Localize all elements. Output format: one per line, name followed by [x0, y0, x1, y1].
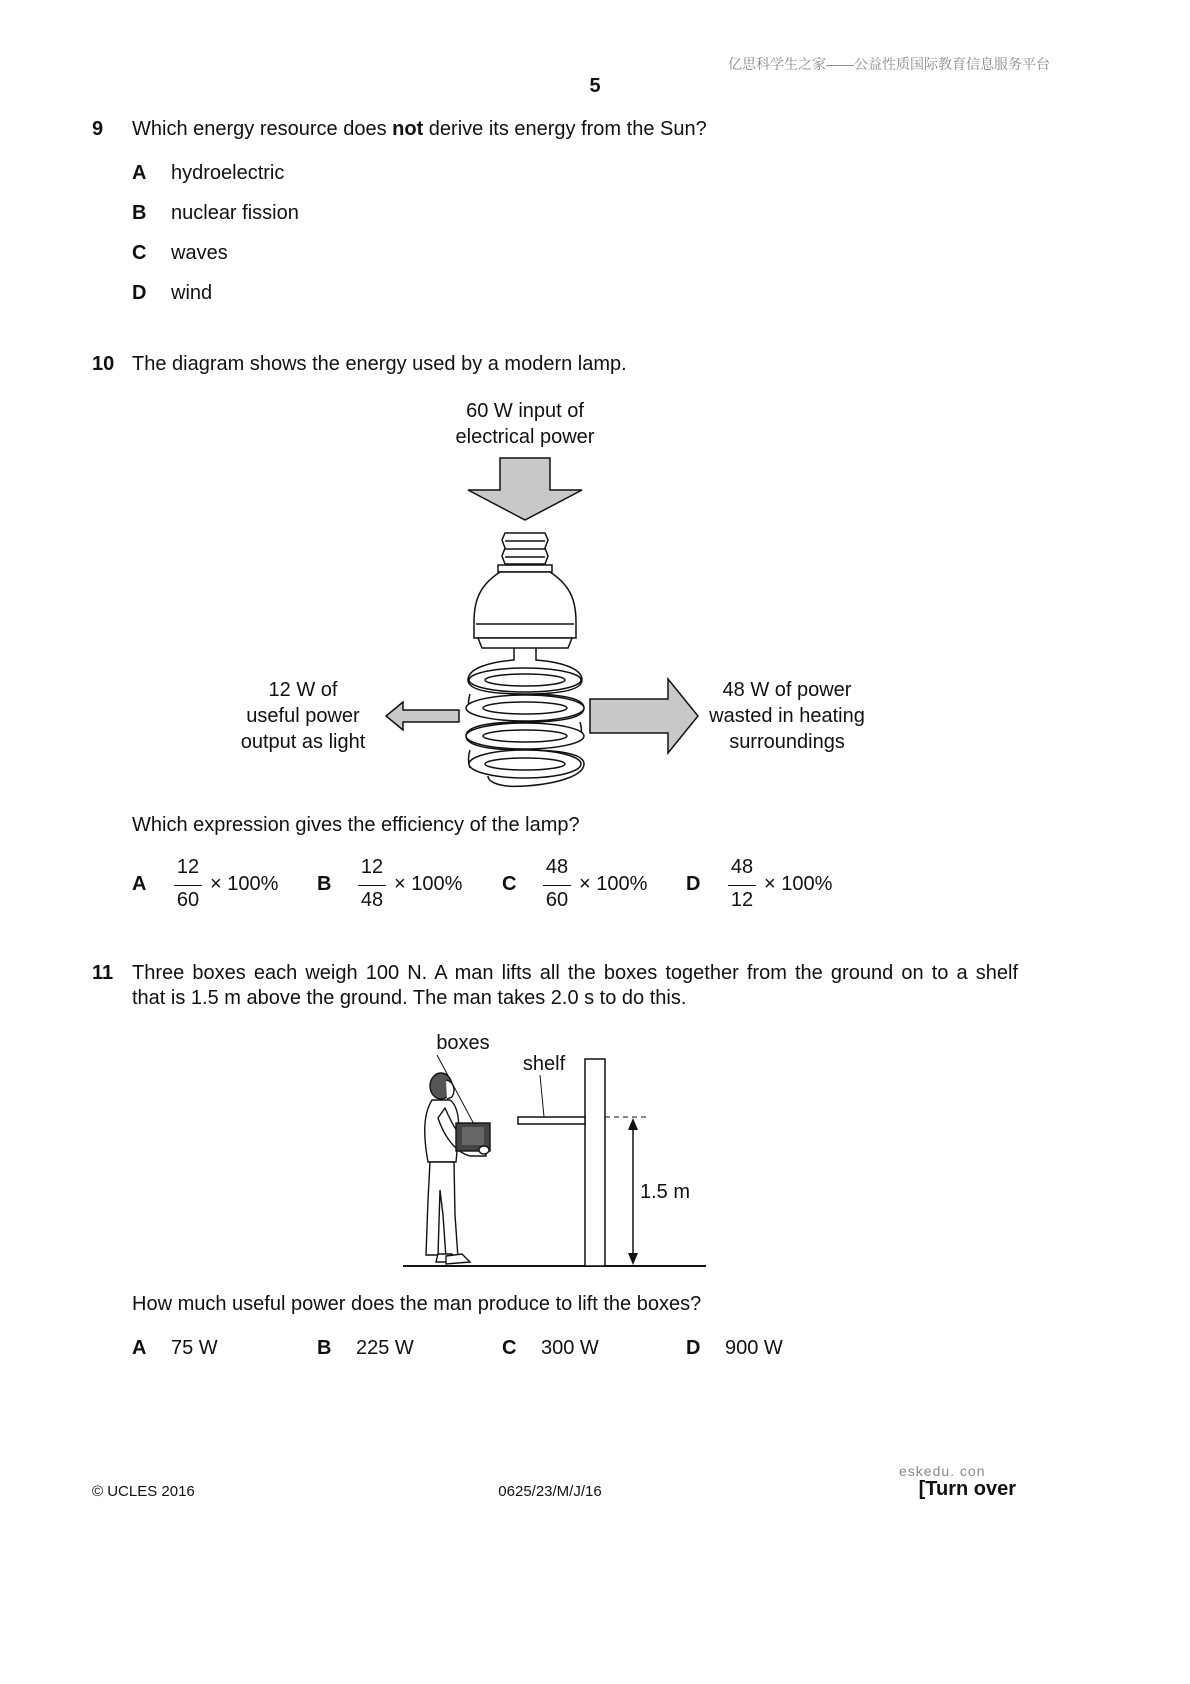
q10-option-a-letter: A: [132, 873, 147, 895]
q9-option-a-text: hydroelectric: [171, 162, 285, 184]
lamp-wasted-label-line-3: surroundings: [729, 731, 845, 753]
q10-option-a-numerator: 12: [176, 856, 200, 878]
q10-option-d-suffix: × 100%: [764, 873, 833, 895]
lamp-wasted-label-line-1: 48 W of power: [722, 679, 852, 701]
footer-watermark: eskedu. con: [899, 1463, 986, 1479]
q10-option-d-letter: D: [686, 873, 701, 895]
question-9-text-bold: not: [392, 118, 424, 140]
q10-option-c-numerator: 48: [545, 856, 569, 878]
q10-option-c-denominator: 60: [545, 889, 569, 911]
q11-option-d-letter: D: [686, 1337, 701, 1359]
man-figure: [425, 1073, 490, 1264]
shelf: [518, 1117, 585, 1124]
question-11-text-line-2: that is 1.5 m above the ground. The man takes 2.0 s to do this.: [132, 987, 687, 1009]
footer-paper-code: 0625/23/M/J/16: [498, 1483, 602, 1500]
q10-option-a-denominator: 60: [176, 889, 200, 911]
label-boxes: boxes: [436, 1032, 490, 1054]
q10-option-b-suffix: × 100%: [394, 873, 463, 895]
q10-option-b-letter: B: [317, 873, 332, 895]
question-10-number: 10: [92, 353, 115, 375]
question-10-question: Which expression gives the efficiency of the lamp?: [132, 814, 580, 836]
q9-option-d-letter: D: [132, 282, 147, 304]
q11-option-b-letter: B: [317, 1337, 332, 1359]
page-number: 5: [589, 75, 601, 97]
question-11-number: 11: [92, 962, 114, 984]
label-height: 1.5 m: [639, 1181, 691, 1203]
q10-option-b-numerator: 12: [360, 856, 384, 878]
q11-option-c-text: 300 W: [541, 1337, 599, 1359]
q9-option-b-text: nuclear fission: [171, 202, 299, 224]
q10-option-b-denominator: 48: [360, 889, 384, 911]
q9-option-a-letter: A: [132, 162, 147, 184]
q11-option-a-text: 75 W: [171, 1337, 218, 1359]
question-9-text-before: Which energy resource does: [132, 118, 393, 140]
wall-post: [585, 1059, 605, 1266]
question-11-text-line-1: Three boxes each weigh 100 N. A man lifts all the boxes together from the ground on to a shelf: [132, 962, 1018, 984]
question-11-question: How much useful power does the man produce to lift the boxes?: [132, 1293, 702, 1315]
question-10-text: The diagram shows the energy used by a modern lamp.: [132, 353, 627, 375]
q9-option-b-letter: B: [132, 202, 147, 224]
question-9-number: 9: [92, 118, 104, 140]
q9-option-c-text: waves: [171, 242, 228, 264]
lamp-useful-label-line-3: output as light: [240, 731, 366, 753]
q11-option-c-letter: C: [502, 1337, 517, 1359]
q10-option-d-denominator: 12: [730, 889, 754, 911]
q10-option-c-letter: C: [502, 873, 517, 895]
footer-copyright: © UCLES 2016: [92, 1483, 195, 1500]
q11-option-b-text: 225 W: [356, 1337, 414, 1359]
footer-turn-over: [Turn over: [918, 1478, 1016, 1500]
lamp-input-label-line-2: electrical power: [455, 426, 595, 448]
lamp-input-label-line-1: 60 W input of: [466, 400, 584, 422]
q11-option-d-text: 900 W: [725, 1337, 783, 1359]
lamp-useful-label-line-2: useful power: [246, 705, 360, 727]
q10-option-a-suffix: × 100%: [210, 873, 279, 895]
q10-option-c-suffix: × 100%: [579, 873, 648, 895]
question-9-text-after: derive its energy from the Sun?: [423, 118, 707, 140]
lamp-wasted-label-line-2: wasted in heating: [709, 705, 865, 727]
label-shelf: shelf: [522, 1053, 566, 1075]
q9-option-c-letter: C: [132, 242, 147, 264]
q10-option-d-numerator: 48: [730, 856, 754, 878]
header-site-watermark: 亿思科学生之家——公益性质国际教育信息服务平台: [728, 56, 1050, 72]
q11-option-a-letter: A: [132, 1337, 147, 1359]
lamp-useful-label-line-1: 12 W of: [268, 679, 338, 701]
q9-option-d-text: wind: [171, 282, 213, 304]
